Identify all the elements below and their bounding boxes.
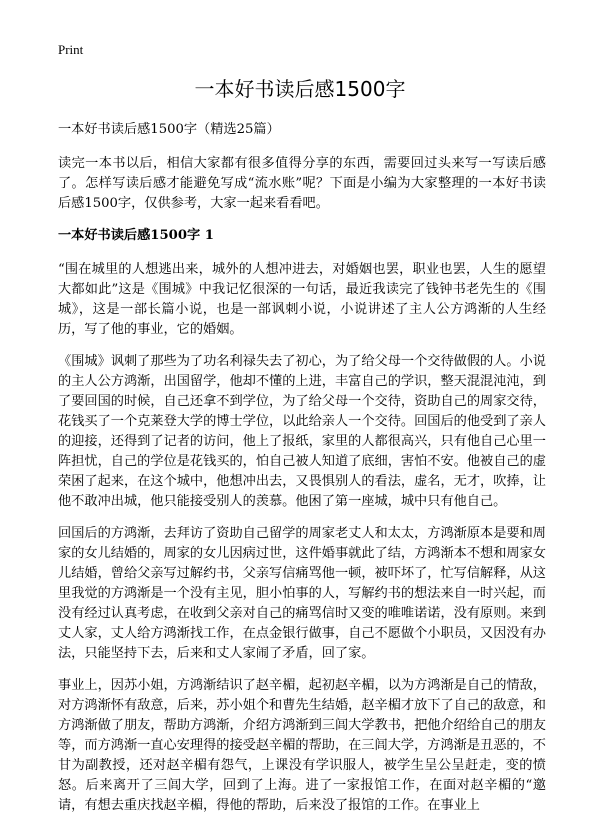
document-subtitle: 一本好书读后感1500字（精选25篇） [58,122,280,137]
document-title: 一本好书读后感1500字 [194,77,406,101]
print-link[interactable]: Print [58,42,84,57]
intro-paragraph: 读完一本书以后，相信大家都有很多值得分享的东西，需要回过头来写一写读后感了。怎样写读后感才能避免写成“流水账”呢？下面是小编为大家整理的一本好书读后感1500字，仅供参考，大家一起来看看吧。 [58,156,546,211]
document-body [58,120,546,828]
body-paragraph: “围在城里的人想逃出来，城外的人想冲进去，对婚姻也罢，职业也罢，人生的愿望大都如此”这是《围城》中我记忆很深的一句话，最近我读完了钱钟书老先生的《围城》，这是一部长篇小说，也是一部讽刺小说，小说讲述了主人公方鸿渐的人生经历，写了他的事业，它的婚姻。 [58,262,546,337]
section-heading: 一本好书读后感1500字 1 [58,228,214,243]
body-paragraph: 回国后的方鸿渐，去拜访了资助自己留学的周家老丈人和太太，方鸿渐原本是要和周家的女儿结婚的，周家的女儿因病过世，这件婚事就此了结，方鸿渐本不想和周家女儿结婚，曾给父亲写过解约书，父亲写信痛骂他一顿，被吓坏了，忙写信解释，从这里我觉的方鸿渐是一个没有主见，胆小怕事的人，写解约书的想法来自一时兴起，而没有经过认真考虑，在收到父亲对自己的痛骂信时又变的唯唯诺诺，没有原则。来到丈人家，丈人给方鸿渐找工作，在点金银行做事，自己不愿做个小职员，又因没有办法，只能坚持下去，后来和丈人家闹了矛盾，回了家。 [58,526,546,661]
body-paragraph: 事业上，因苏小姐，方鸿渐结识了赵辛楣，起初赵辛楣，以为方鸿渐是自己的情敌，对方鸿渐怀有敌意，后来，苏小姐个和曹先生结婚，赵辛楣才放下了自己的敌意，和方鸿渐做了朋友，帮助方鸿渐，介绍方鸿渐到三闾大学教书，把他介绍给自己的朋友等，而方鸿渐一直心安理得的接受赵辛楣的帮助，在三闾大学，方鸿渐是丑恶的，不甘为副教授，还对赵辛楣有怨气，上课没有学识服人，被学生呈公呈赶走，变的愤怒。后来离开了三闾大学，回到了上海。进了一家报馆工作，在面对赵辛楣的“邀请，有想去重庆找赵辛楣，得他的帮助，后来没了报馆的工作。在事业上 [58,678,546,813]
body-paragraph: 《围城》讽刺了那些为了功名利禄失去了初心，为了给父母一个交待做假的人。小说的主人公方鸿渐，出国留学，他却不懂的上进，丰富自己的学识，整天混混沌沌，到了要回国的时候，自己还拿不到学位，为了给父母一个交待，资助自己的周家交待，花钱买了一个克莱登大学的博士学位，以此给亲人一个交待。回国后的他受到了亲人的迎接，还得到了记者的访问，他上了报纸，家里的人都很高兴，只有他自己心里一阵担忧，自己的学位是花钱买的，怕自己被人知道了底细，害怕不安。他被自己的虚荣困了起来，在这个城中，他想冲出去，又畏惧别人的看法，虚名，无才，吹捧，让他不敢冲出城，他只能接受别人的羡慕。他困了第一座城，城中只有他自己。 [58,354,546,509]
